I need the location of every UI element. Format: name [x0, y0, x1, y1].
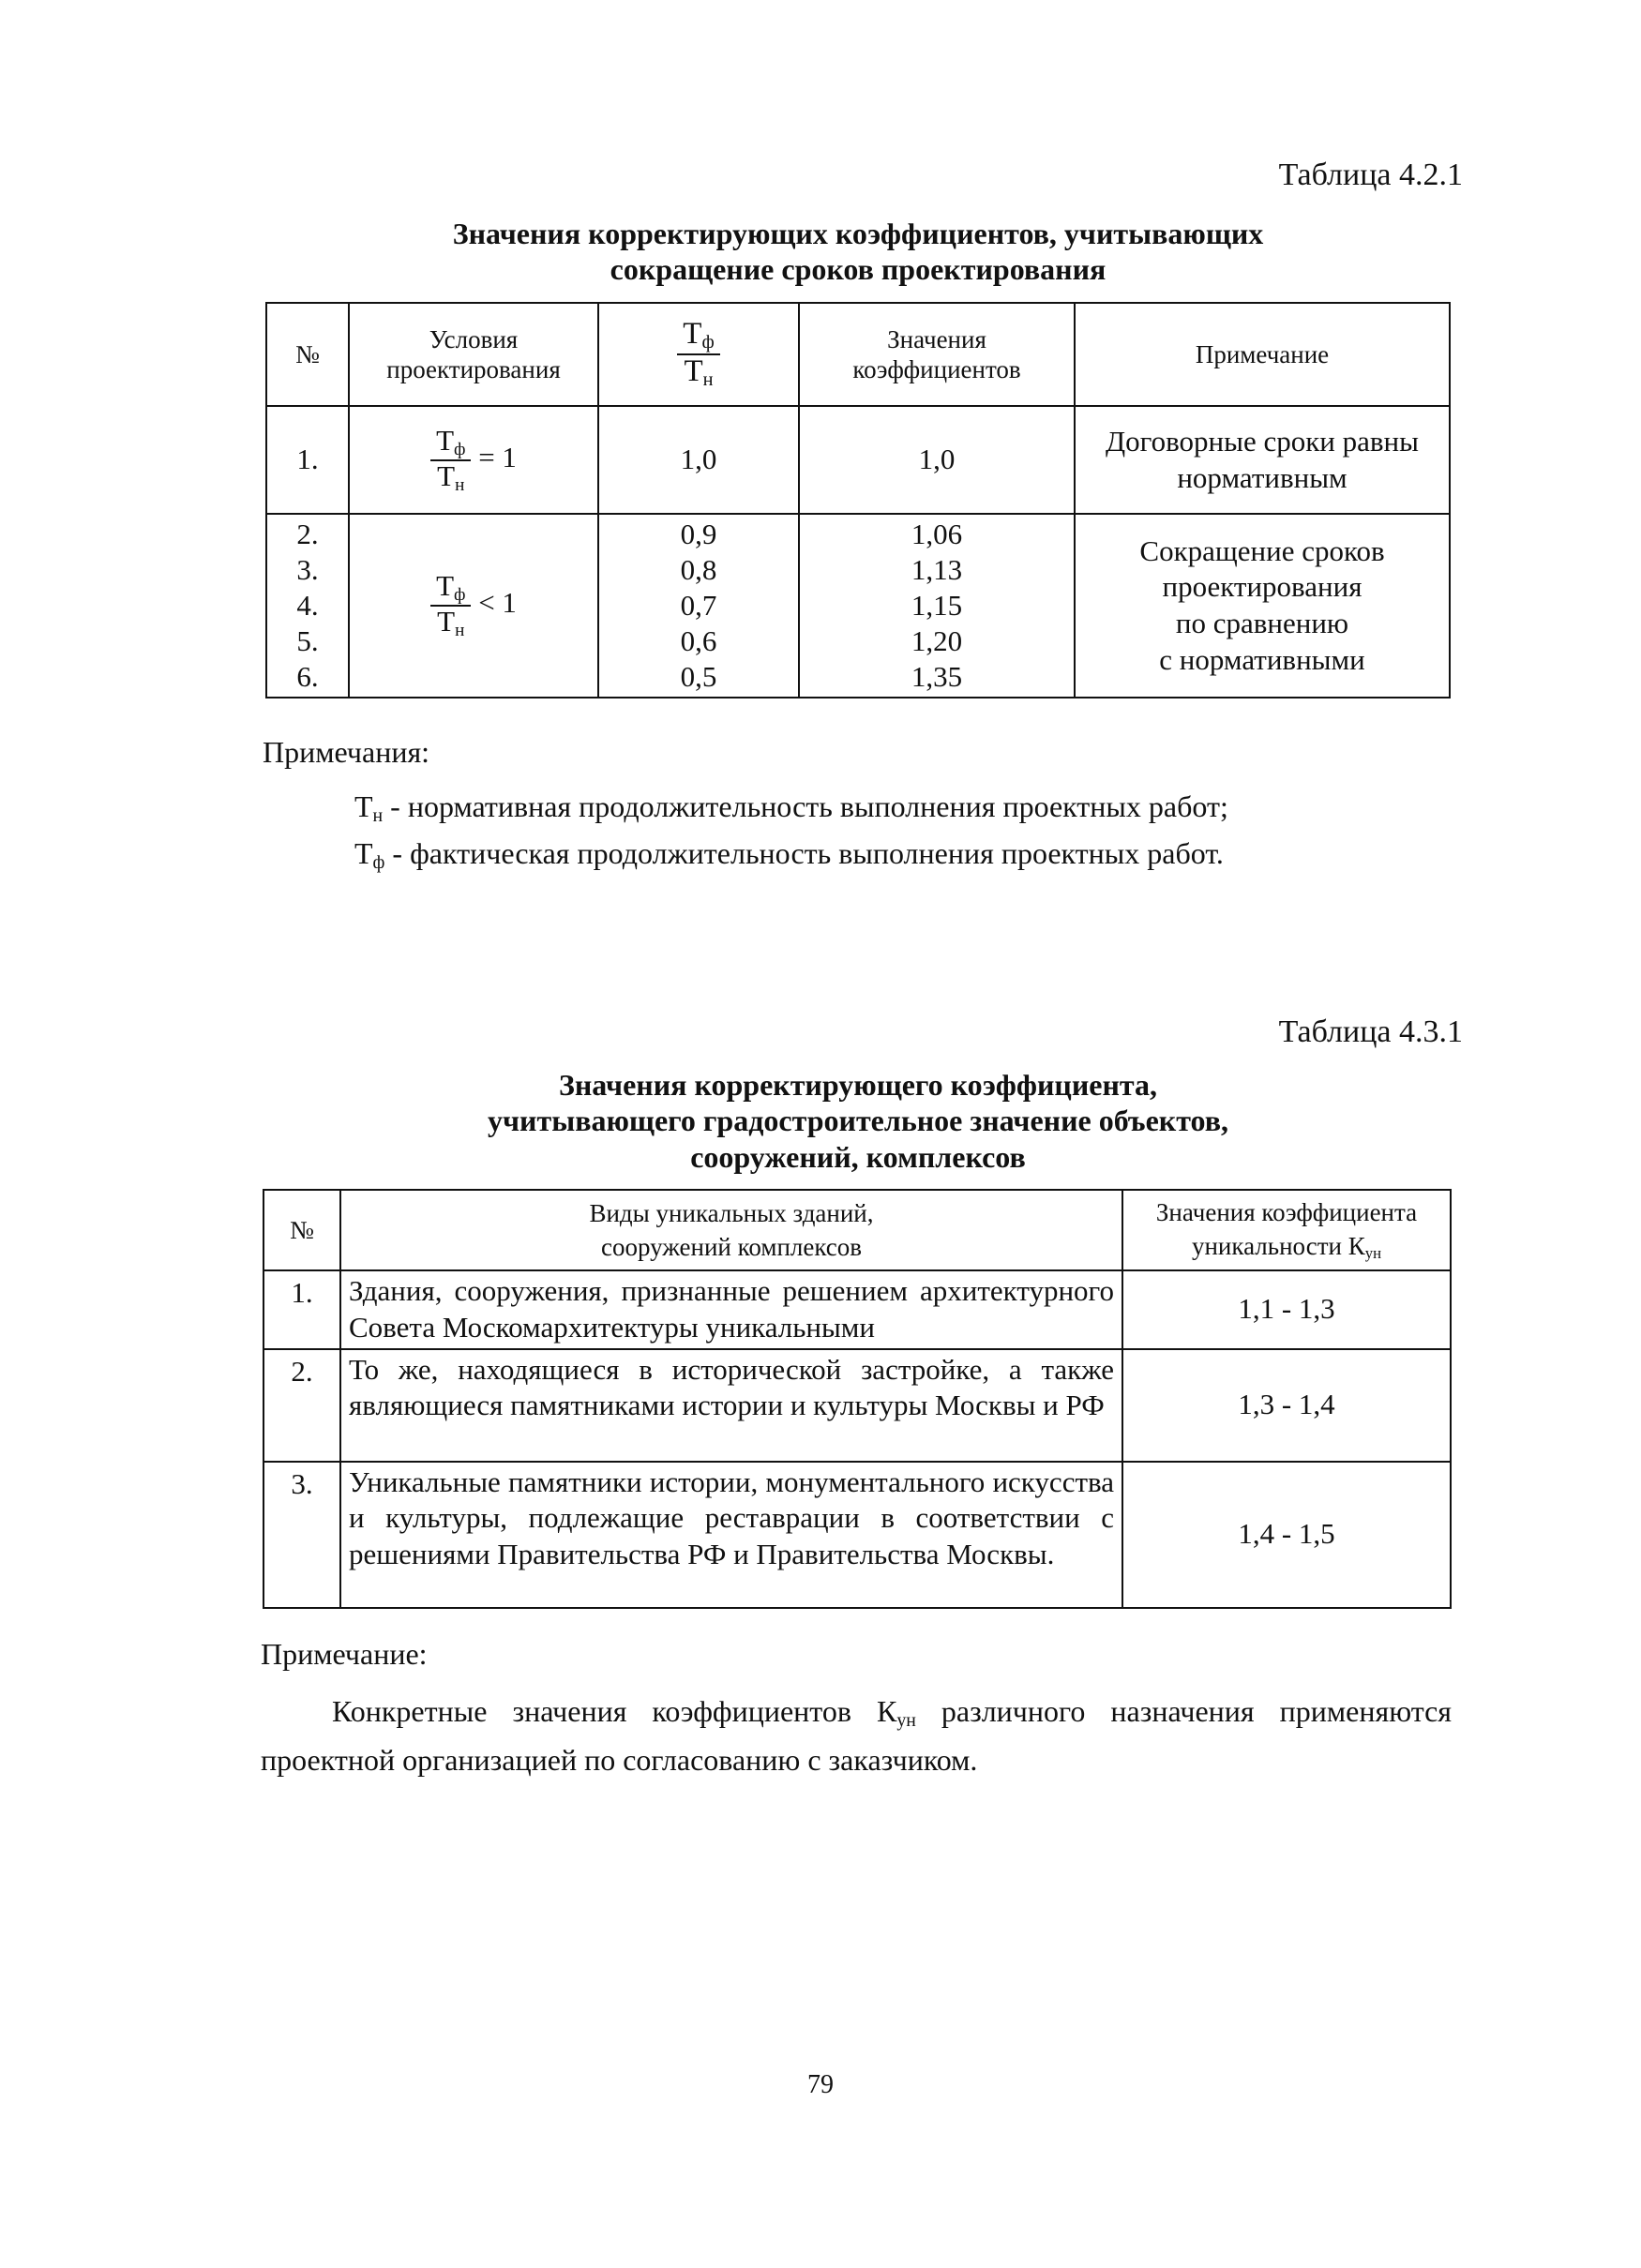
table2-header-kinds: Виды уникальных зданий, сооружений комплексов: [340, 1190, 1122, 1270]
row1-condition: [349, 406, 598, 514]
table2-title: Значения корректирующего коэффициента, учитывающего градостроительное значение объектов, сооружений, комплексов: [488, 1068, 1228, 1174]
table-row: 1. Здания, сооружения, признанные решением архитектурного Совета Москомархитектуры уникальными 1,1 - 1,3: [263, 1270, 1451, 1349]
table1-label: Таблица 4.2.1: [1278, 158, 1463, 192]
table-row: 2. То же, находящиеся в исторической застройке, а также являющиеся памятниками истории и культуры Москвы и РФ 1,3 - 1,4: [263, 1349, 1451, 1462]
fraction-denominator: $Т_н$: [684, 354, 714, 391]
table2-note-heading: Примечание:: [261, 1637, 428, 1671]
table1-title-line2: сокращение сроков проектирования: [610, 252, 1107, 287]
group2-nums: 2. 3. 4. 5. 6.: [266, 514, 349, 698]
table1-header-values: Значения коэффициентов: [799, 303, 1075, 406]
group2-coefs: 1,06 1,13 1,15 1,20 1,35: [799, 514, 1075, 698]
table-row: [266, 406, 1450, 514]
table1-header-conditions: Условия проектирования: [349, 303, 598, 406]
table1-header-num: №: [266, 303, 349, 406]
table1: [265, 302, 1451, 698]
group2-note: Сокращение сроков проектирования по сравнению с нормативными: [1075, 514, 1450, 698]
note-tf: $Т_ф$ - фактическая продолжительность выполнения проектных работ.: [354, 836, 1224, 873]
group2-condition: [349, 514, 598, 698]
table2-label: Таблица 4.3.1: [1278, 1014, 1463, 1049]
row1-num: 1.: [266, 406, 349, 514]
table1-header-ratio: [598, 303, 799, 406]
row1-ratio: 1,0: [598, 406, 799, 514]
fraction-numerator: $Т_ф$: [677, 318, 719, 355]
table2-note-text: Конкретные значения коэффициентов $К_{ун}$ различного назначения применяются проектной организацией по согласованию с заказчиком.: [261, 1694, 1452, 1777]
note-tn: $Т_н$ - нормативная продолжительность выполнения проектных работ;: [354, 789, 1228, 826]
table1-header-row: [266, 303, 1450, 406]
table2-header-row: [263, 1190, 1451, 1270]
row1-coef: 1,0: [799, 406, 1075, 514]
table2-header-num: №: [263, 1190, 340, 1270]
table1-notes-heading: Примечания:: [263, 735, 430, 769]
condition-relation: = 1: [478, 440, 517, 473]
page-number: 79: [807, 2070, 834, 2099]
condition-fraction: $\frac{Т_ф}{Т_н}$: [430, 571, 471, 640]
table1-title-line1: Значения корректирующих коэффициентов, учитывающих: [452, 217, 1264, 250]
condition-relation: < 1: [478, 586, 517, 620]
table1-title: [263, 216, 1453, 288]
table-row-group: [266, 514, 1450, 698]
group2-ratios: 0,9 0,8 0,7 0,6 0,5: [598, 514, 799, 698]
table2: [263, 1189, 1452, 1609]
row1-note: Договорные сроки равны нормативным: [1075, 406, 1450, 514]
table-row: 3. Уникальные памятники истории, монументального искусства и культуры, подлежащие реставрации в соответствии с решениями Правительства РФ и Правительства Москвы. 1,4 - 1,5: [263, 1462, 1451, 1608]
ratio-fraction: [677, 318, 719, 390]
table2-header-values: Значения коэффициента уникальности $К_{ун}$: [1122, 1190, 1451, 1270]
table1-header-note: Примечание: [1075, 303, 1450, 406]
condition-fraction: $\frac{Т_ф}{Т_н}$: [430, 426, 471, 495]
